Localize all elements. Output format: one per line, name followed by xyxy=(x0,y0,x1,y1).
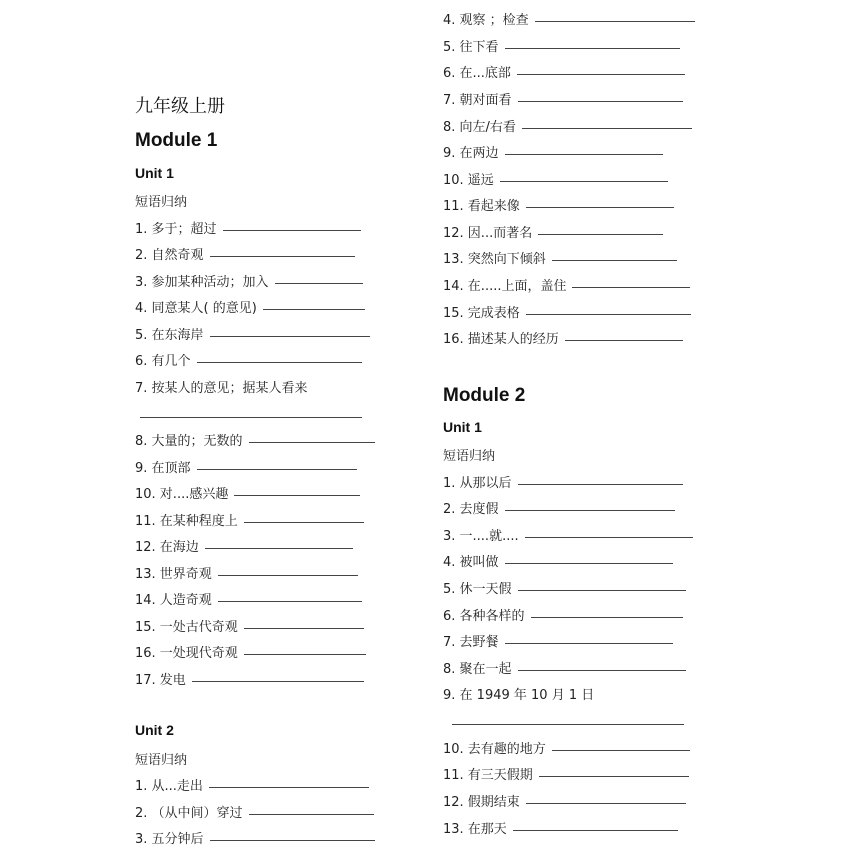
phrase-text: 1. 多于；超过 xyxy=(135,222,217,237)
phrase-item xyxy=(443,578,686,597)
phrase-text: 16. 描述某人的经历 xyxy=(443,332,559,347)
phrase-item xyxy=(135,218,361,237)
phrase-text: 12. 假期结束 xyxy=(443,795,520,810)
phrase-text: 3. 一....就.... xyxy=(443,529,519,544)
module-2-unit-1-subtitle: 短语归纳 xyxy=(443,449,496,464)
answer-blank[interactable] xyxy=(223,229,361,231)
answer-blank[interactable] xyxy=(209,786,369,788)
phrase-text: 8. 大量的；无数的 xyxy=(135,434,243,449)
phrase-item xyxy=(443,525,693,544)
answer-blank[interactable] xyxy=(218,574,358,576)
phrase-text: 6. 各种各样的 xyxy=(443,609,525,624)
phrase-item xyxy=(443,9,695,28)
answer-blank[interactable] xyxy=(518,100,683,102)
phrase-text: 9. 在顶部 xyxy=(135,461,191,476)
phrase-item xyxy=(443,36,680,55)
answer-blank[interactable] xyxy=(517,73,685,75)
answer-blank[interactable] xyxy=(518,589,686,591)
answer-blank[interactable] xyxy=(552,749,690,751)
phrase-item xyxy=(443,275,690,294)
unit-1-subtitle: 短语归纳 xyxy=(135,195,188,210)
phrase-item xyxy=(135,536,353,555)
unit-2-subtitle: 短语归纳 xyxy=(135,753,188,768)
phrase-item xyxy=(135,802,374,821)
phrase-text: 3. 五分钟后 xyxy=(135,832,204,847)
phrase-item xyxy=(443,818,678,837)
phrase-item xyxy=(443,328,683,347)
answer-blank[interactable] xyxy=(522,127,692,129)
phrase-item xyxy=(443,116,692,135)
phrase-text: 9. 在两边 xyxy=(443,146,499,161)
phrase-text: 4. 观察 ；检查 xyxy=(443,13,529,28)
phrase-text: 14. 人造奇观 xyxy=(135,593,212,608)
answer-blank[interactable] xyxy=(565,339,683,341)
grade-title: 九年级上册 xyxy=(135,96,225,117)
phrase-text: 11. 有三天假期 xyxy=(443,768,533,783)
phrase-text: 9. 在 1949 年 10 月 1 日 xyxy=(443,688,595,703)
phrase-text: 1. 从...走出 xyxy=(135,779,203,794)
answer-blank[interactable] xyxy=(505,562,673,564)
phrase-text: 15. 一处古代奇观 xyxy=(135,620,238,635)
answer-blank[interactable] xyxy=(535,20,695,22)
answer-blank[interactable] xyxy=(192,680,364,682)
phrase-item xyxy=(135,483,360,502)
answer-blank[interactable] xyxy=(539,775,689,777)
phrase-text: 2. （从中间）穿过 xyxy=(135,806,243,821)
answer-blank[interactable] xyxy=(526,802,686,804)
answer-blank[interactable] xyxy=(526,206,674,208)
phrase-text: 2. 自然奇观 xyxy=(135,248,204,263)
answer-blank[interactable] xyxy=(505,153,663,155)
answer-blank[interactable] xyxy=(210,255,355,257)
answer-blank[interactable] xyxy=(234,494,360,496)
phrase-text: 12. 在海边 xyxy=(135,540,199,555)
answer-blank[interactable] xyxy=(210,335,370,337)
answer-blank[interactable] xyxy=(244,627,364,629)
answer-blank[interactable] xyxy=(197,361,362,363)
phrase-text: 6. 有几个 xyxy=(135,354,191,369)
answer-blank[interactable] xyxy=(249,441,375,443)
answer-blank[interactable] xyxy=(525,536,693,538)
phrase-item xyxy=(443,169,668,188)
phrase-item xyxy=(135,510,364,529)
answer-blank[interactable] xyxy=(513,829,678,831)
phrase-item xyxy=(443,498,675,517)
phrase-text: 4. 被叫做 xyxy=(443,555,499,570)
phrase-text: 10. 遥远 xyxy=(443,173,494,188)
phrase-text: 7. 去野餐 xyxy=(443,635,499,650)
answer-blank[interactable] xyxy=(500,180,668,182)
answer-blank[interactable] xyxy=(244,521,364,523)
phrase-item xyxy=(135,324,370,343)
module-2-unit-1-title: Unit 1 xyxy=(443,419,482,435)
unit-1-title: Unit 1 xyxy=(135,165,174,181)
answer-blank[interactable] xyxy=(249,813,374,815)
answer-blank[interactable] xyxy=(531,616,683,618)
phrase-item xyxy=(443,791,686,810)
answer-blank[interactable] xyxy=(505,642,673,644)
phrase-text: 11. 在某种程度上 xyxy=(135,514,238,529)
phrase-text: 7. 按某人的意见；据某人看来 xyxy=(135,381,308,396)
phrase-text: 3. 参加某种活动；加入 xyxy=(135,275,269,290)
phrase-item xyxy=(135,616,364,635)
answer-blank[interactable] xyxy=(538,233,663,235)
answer-blank[interactable] xyxy=(140,417,362,418)
phrase-text: 6. 在...底部 xyxy=(443,66,511,81)
phrase-item xyxy=(443,248,677,267)
phrase-item xyxy=(135,297,365,316)
phrase-item xyxy=(443,89,683,108)
phrase-item xyxy=(443,605,683,624)
phrase-text: 16. 一处现代奇观 xyxy=(135,646,238,661)
module-1-title: Module 1 xyxy=(135,130,218,151)
module-2-title: Module 2 xyxy=(443,385,526,406)
answer-blank[interactable] xyxy=(552,259,677,261)
phrase-text: 1. 从那以后 xyxy=(443,476,512,491)
phrase-text: 10. 对....感兴趣 xyxy=(135,487,229,502)
answer-blank[interactable] xyxy=(205,547,353,549)
unit-2-title: Unit 2 xyxy=(135,722,174,738)
phrase-item xyxy=(443,631,673,650)
phrase-item xyxy=(135,828,375,847)
phrase-item xyxy=(443,62,685,81)
answer-blank[interactable] xyxy=(505,47,680,49)
phrase-text: 17. 发电 xyxy=(135,673,186,688)
answer-blank[interactable] xyxy=(518,483,683,485)
phrase-text: 15. 完成表格 xyxy=(443,306,520,321)
answer-blank[interactable] xyxy=(526,313,691,315)
phrase-item xyxy=(443,658,686,677)
phrase-item xyxy=(135,377,308,396)
phrase-item xyxy=(135,350,362,369)
phrase-text: 10. 去有趣的地方 xyxy=(443,742,546,757)
phrase-text: 8. 向左/右看 xyxy=(443,120,516,135)
answer-blank[interactable] xyxy=(263,308,365,310)
phrase-item xyxy=(443,472,683,491)
phrase-text: 14. 在.....上面，盖住 xyxy=(443,279,567,294)
answer-blank[interactable] xyxy=(210,839,375,841)
phrase-item xyxy=(443,302,691,321)
phrase-item xyxy=(135,642,366,661)
phrase-item xyxy=(135,775,369,794)
phrase-text: 4. 同意某人( 的意见) xyxy=(135,301,257,316)
answer-blank[interactable] xyxy=(518,669,686,671)
phrase-text: 5. 休一天假 xyxy=(443,582,512,597)
phrase-item xyxy=(135,244,355,263)
answer-blank[interactable] xyxy=(505,509,675,511)
phrase-text: 13. 在那天 xyxy=(443,822,507,837)
phrase-text: 7. 朝对面看 xyxy=(443,93,512,108)
phrase-text: 12. 因...而著名 xyxy=(443,226,533,241)
answer-blank[interactable] xyxy=(275,282,363,284)
answer-blank[interactable] xyxy=(218,600,362,602)
phrase-text: 13. 世界奇观 xyxy=(135,567,212,582)
phrase-item xyxy=(135,430,375,449)
phrase-item xyxy=(443,764,689,783)
phrase-item xyxy=(443,195,674,214)
phrase-item xyxy=(443,222,663,241)
phrase-item xyxy=(443,551,673,570)
phrase-text: 11. 看起来像 xyxy=(443,199,520,214)
answer-blank[interactable] xyxy=(572,286,690,288)
phrase-item xyxy=(135,589,362,608)
phrase-item xyxy=(135,669,364,688)
phrase-item xyxy=(135,457,357,476)
phrase-item xyxy=(443,738,690,757)
phrase-text: 5. 往下看 xyxy=(443,40,499,55)
phrase-item xyxy=(443,684,594,703)
phrase-text: 13. 突然向下倾斜 xyxy=(443,252,546,267)
answer-blank[interactable] xyxy=(244,653,366,655)
answer-blank[interactable] xyxy=(197,468,357,470)
phrase-text: 8. 聚在一起 xyxy=(443,662,512,677)
answer-blank[interactable] xyxy=(452,724,684,725)
phrase-text: 2. 去度假 xyxy=(443,502,499,517)
phrase-item xyxy=(443,142,663,161)
phrase-text: 5. 在东海岸 xyxy=(135,328,204,343)
phrase-item xyxy=(135,563,358,582)
phrase-item xyxy=(135,271,363,290)
